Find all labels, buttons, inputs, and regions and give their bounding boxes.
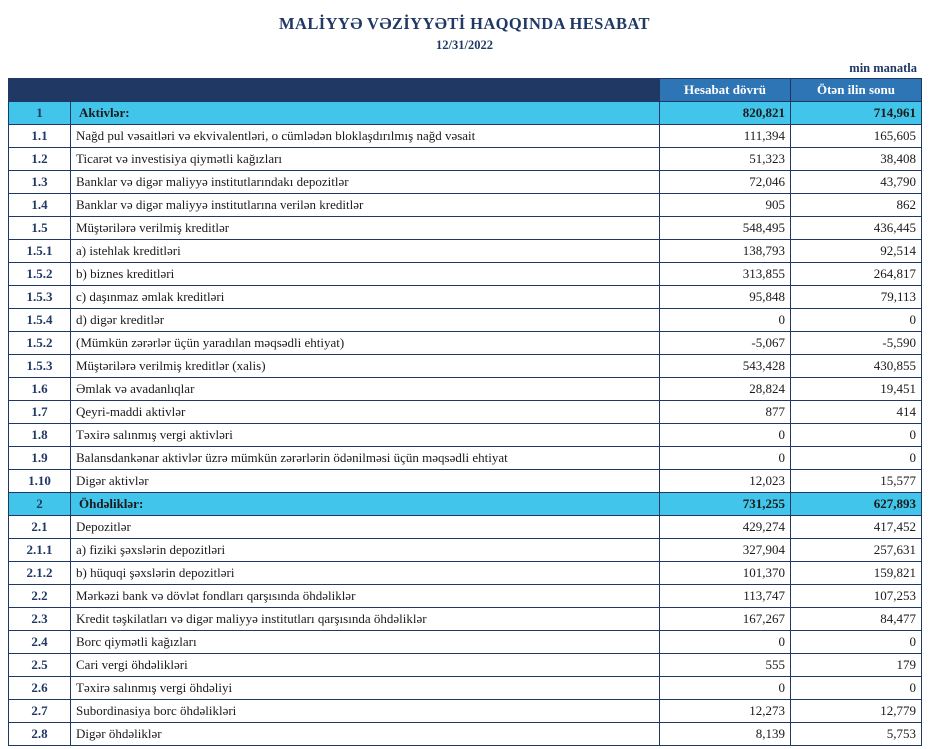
row-label: Balansdankənar aktivlər üzrə mümkün zərərlərin ödənilməsi üçün məqsədli ehtiyat: [71, 447, 660, 470]
row-label: Banklar və digər maliyyə institutlarındakı depozitlər: [71, 171, 660, 194]
table-row: [9, 470, 922, 493]
row-label: b) hüquqi şəxslərin depozitləri: [71, 562, 660, 585]
units-label: min manatla: [849, 61, 917, 75]
row-code: 2.8: [9, 723, 71, 746]
row-label: Ticarət və investisiya qiymətli kağızları: [71, 148, 660, 171]
table-row: [9, 700, 922, 723]
table-row: [9, 309, 922, 332]
row-value-current-period: 429,274: [660, 516, 791, 539]
row-label: Müştərilərə verilmiş kreditlər (xalis): [71, 355, 660, 378]
table-row: [9, 332, 922, 355]
row-value-current-period: 877: [660, 401, 791, 424]
row-value-previous-year: 165,605: [791, 125, 922, 148]
row-value-current-period: 167,267: [660, 608, 791, 631]
row-value-current-period: 12,023: [660, 470, 791, 493]
row-value-previous-year: -5,590: [791, 332, 922, 355]
row-code: 2.4: [9, 631, 71, 654]
row-code: 2.2: [9, 585, 71, 608]
row-value-previous-year: 12,779: [791, 700, 922, 723]
row-label: Depozitlər: [71, 516, 660, 539]
row-value-current-period: -5,067: [660, 332, 791, 355]
row-code: 1.6: [9, 378, 71, 401]
table-row: [9, 263, 922, 286]
row-label: Digər öhdəliklər: [71, 723, 660, 746]
table-row: [9, 286, 922, 309]
row-code: 1.5.4: [9, 309, 71, 332]
row-value-previous-year: 257,631: [791, 539, 922, 562]
row-code: 2: [9, 493, 71, 516]
table-row: [9, 217, 922, 240]
row-code: 2.1: [9, 516, 71, 539]
row-label: (Mümkün zərərlər üçün yaradılan məqsədli ehtiyat): [71, 332, 660, 355]
table-row: [9, 148, 922, 171]
row-value-previous-year: 19,451: [791, 378, 922, 401]
row-code: 1.5.2: [9, 332, 71, 355]
table-row: [9, 677, 922, 700]
row-value-current-period: 8,139: [660, 723, 791, 746]
row-value-previous-year: 107,253: [791, 585, 922, 608]
row-code: 1.5.3: [9, 355, 71, 378]
row-label: Borc qiymətli kağızları: [71, 631, 660, 654]
row-code: 2.5: [9, 654, 71, 677]
table-row: [9, 378, 922, 401]
row-value-previous-year: 862: [791, 194, 922, 217]
row-value-current-period: 543,428: [660, 355, 791, 378]
row-value-previous-year: 0: [791, 309, 922, 332]
row-value-previous-year: 84,477: [791, 608, 922, 631]
row-value-previous-year: 15,577: [791, 470, 922, 493]
row-code: 1.5: [9, 217, 71, 240]
row-label: Öhdəliklər:: [71, 493, 660, 516]
row-value-previous-year: 159,821: [791, 562, 922, 585]
row-value-current-period: 905: [660, 194, 791, 217]
row-value-previous-year: 79,113: [791, 286, 922, 309]
row-value-current-period: 327,904: [660, 539, 791, 562]
row-value-current-period: 548,495: [660, 217, 791, 240]
financial-position-table: [8, 78, 922, 746]
row-value-current-period: 111,394: [660, 125, 791, 148]
row-code: 1.2: [9, 148, 71, 171]
table-row: [9, 516, 922, 539]
header-name: [71, 79, 660, 102]
row-value-current-period: 72,046: [660, 171, 791, 194]
row-label: c) daşınmaz əmlak kreditləri: [71, 286, 660, 309]
page-title: MALİYYƏ VƏZİYYƏTİ HAQQINDA HESABAT: [279, 14, 650, 33]
table-row: [9, 355, 922, 378]
table-row: [9, 194, 922, 217]
row-value-current-period: 12,273: [660, 700, 791, 723]
table-row: [9, 125, 922, 148]
row-code: 1.5.2: [9, 263, 71, 286]
row-label: Subordinasiya borc öhdəlikləri: [71, 700, 660, 723]
row-value-current-period: 101,370: [660, 562, 791, 585]
row-value-current-period: 95,848: [660, 286, 791, 309]
row-value-previous-year: 0: [791, 424, 922, 447]
row-value-current-period: 313,855: [660, 263, 791, 286]
row-code: 1.4: [9, 194, 71, 217]
row-value-previous-year: 414: [791, 401, 922, 424]
row-code: 1.1: [9, 125, 71, 148]
row-code: 1: [9, 102, 71, 125]
table-row: [9, 171, 922, 194]
row-code: 1.5.1: [9, 240, 71, 263]
table-row: [9, 562, 922, 585]
table-section-row: [9, 493, 922, 516]
row-value-previous-year: 627,893: [791, 493, 922, 516]
row-code: 1.7: [9, 401, 71, 424]
row-code: 2.3: [9, 608, 71, 631]
row-value-previous-year: 0: [791, 677, 922, 700]
table-row: [9, 608, 922, 631]
row-value-previous-year: 5,753: [791, 723, 922, 746]
row-label: b) biznes kreditləri: [71, 263, 660, 286]
row-code: 1.10: [9, 470, 71, 493]
row-value-current-period: 0: [660, 424, 791, 447]
row-label: Kredit təşkilatları və digər maliyyə institutları qarşısında öhdəliklər: [71, 608, 660, 631]
row-value-current-period: 0: [660, 677, 791, 700]
row-code: 1.8: [9, 424, 71, 447]
row-value-previous-year: 0: [791, 447, 922, 470]
row-label: Mərkəzi bank və dövlət fondları qarşısında öhdəliklər: [71, 585, 660, 608]
row-label: Təxirə salınmış vergi öhdəliyi: [71, 677, 660, 700]
table-body: [9, 102, 922, 746]
row-value-previous-year: 43,790: [791, 171, 922, 194]
row-value-previous-year: 179: [791, 654, 922, 677]
row-value-current-period: 113,747: [660, 585, 791, 608]
report-date: 12/31/2022: [436, 38, 493, 52]
row-label: Müştərilərə verilmiş kreditlər: [71, 217, 660, 240]
row-value-current-period: 0: [660, 447, 791, 470]
row-label: a) fiziki şəxslərin depozitləri: [71, 539, 660, 562]
row-value-current-period: 731,255: [660, 493, 791, 516]
row-value-previous-year: 417,452: [791, 516, 922, 539]
row-code: 2.6: [9, 677, 71, 700]
row-code: 2.1.2: [9, 562, 71, 585]
row-code: 1.5.3: [9, 286, 71, 309]
row-value-previous-year: 92,514: [791, 240, 922, 263]
row-label: d) digər kreditlər: [71, 309, 660, 332]
row-label: Qeyri-maddi aktivlər: [71, 401, 660, 424]
header-current-period: Hesabat dövrü: [660, 79, 791, 102]
table-row: [9, 631, 922, 654]
table-row: [9, 424, 922, 447]
row-code: 2.1.1: [9, 539, 71, 562]
row-code: 2.7: [9, 700, 71, 723]
table-row: [9, 723, 922, 746]
row-label: Cari vergi öhdəlikləri: [71, 654, 660, 677]
row-value-current-period: 138,793: [660, 240, 791, 263]
table-row: [9, 240, 922, 263]
row-value-previous-year: 436,445: [791, 217, 922, 240]
row-label: Təxirə salınmış vergi aktivləri: [71, 424, 660, 447]
row-label: a) istehlak kreditləri: [71, 240, 660, 263]
row-label: Aktivlər:: [71, 102, 660, 125]
row-value-current-period: 0: [660, 631, 791, 654]
row-label: Digər aktivlər: [71, 470, 660, 493]
row-code: 1.9: [9, 447, 71, 470]
header-previous-year-end: Ötən ilin sonu: [791, 79, 922, 102]
row-value-current-period: 820,821: [660, 102, 791, 125]
row-value-previous-year: 264,817: [791, 263, 922, 286]
row-value-current-period: 51,323: [660, 148, 791, 171]
table-header: [9, 79, 922, 102]
row-value-previous-year: 430,855: [791, 355, 922, 378]
table-row: [9, 585, 922, 608]
header-code: [9, 79, 71, 102]
row-label: Banklar və digər maliyyə institutlarına verilən kreditlər: [71, 194, 660, 217]
row-label: Əmlak və avadanlıqlar: [71, 378, 660, 401]
row-value-previous-year: 714,961: [791, 102, 922, 125]
table-row: [9, 447, 922, 470]
table-row: [9, 654, 922, 677]
row-value-current-period: 0: [660, 309, 791, 332]
row-value-previous-year: 0: [791, 631, 922, 654]
row-value-current-period: 555: [660, 654, 791, 677]
table-row: [9, 401, 922, 424]
table-header-row: [9, 79, 922, 102]
row-value-previous-year: 38,408: [791, 148, 922, 171]
table-row: [9, 539, 922, 562]
table-section-row: [9, 102, 922, 125]
row-label: Nağd pul vəsaitləri və ekvivalentləri, o cümlədən bloklaşdırılmış nağd vəsait: [71, 125, 660, 148]
row-value-current-period: 28,824: [660, 378, 791, 401]
row-code: 1.3: [9, 171, 71, 194]
